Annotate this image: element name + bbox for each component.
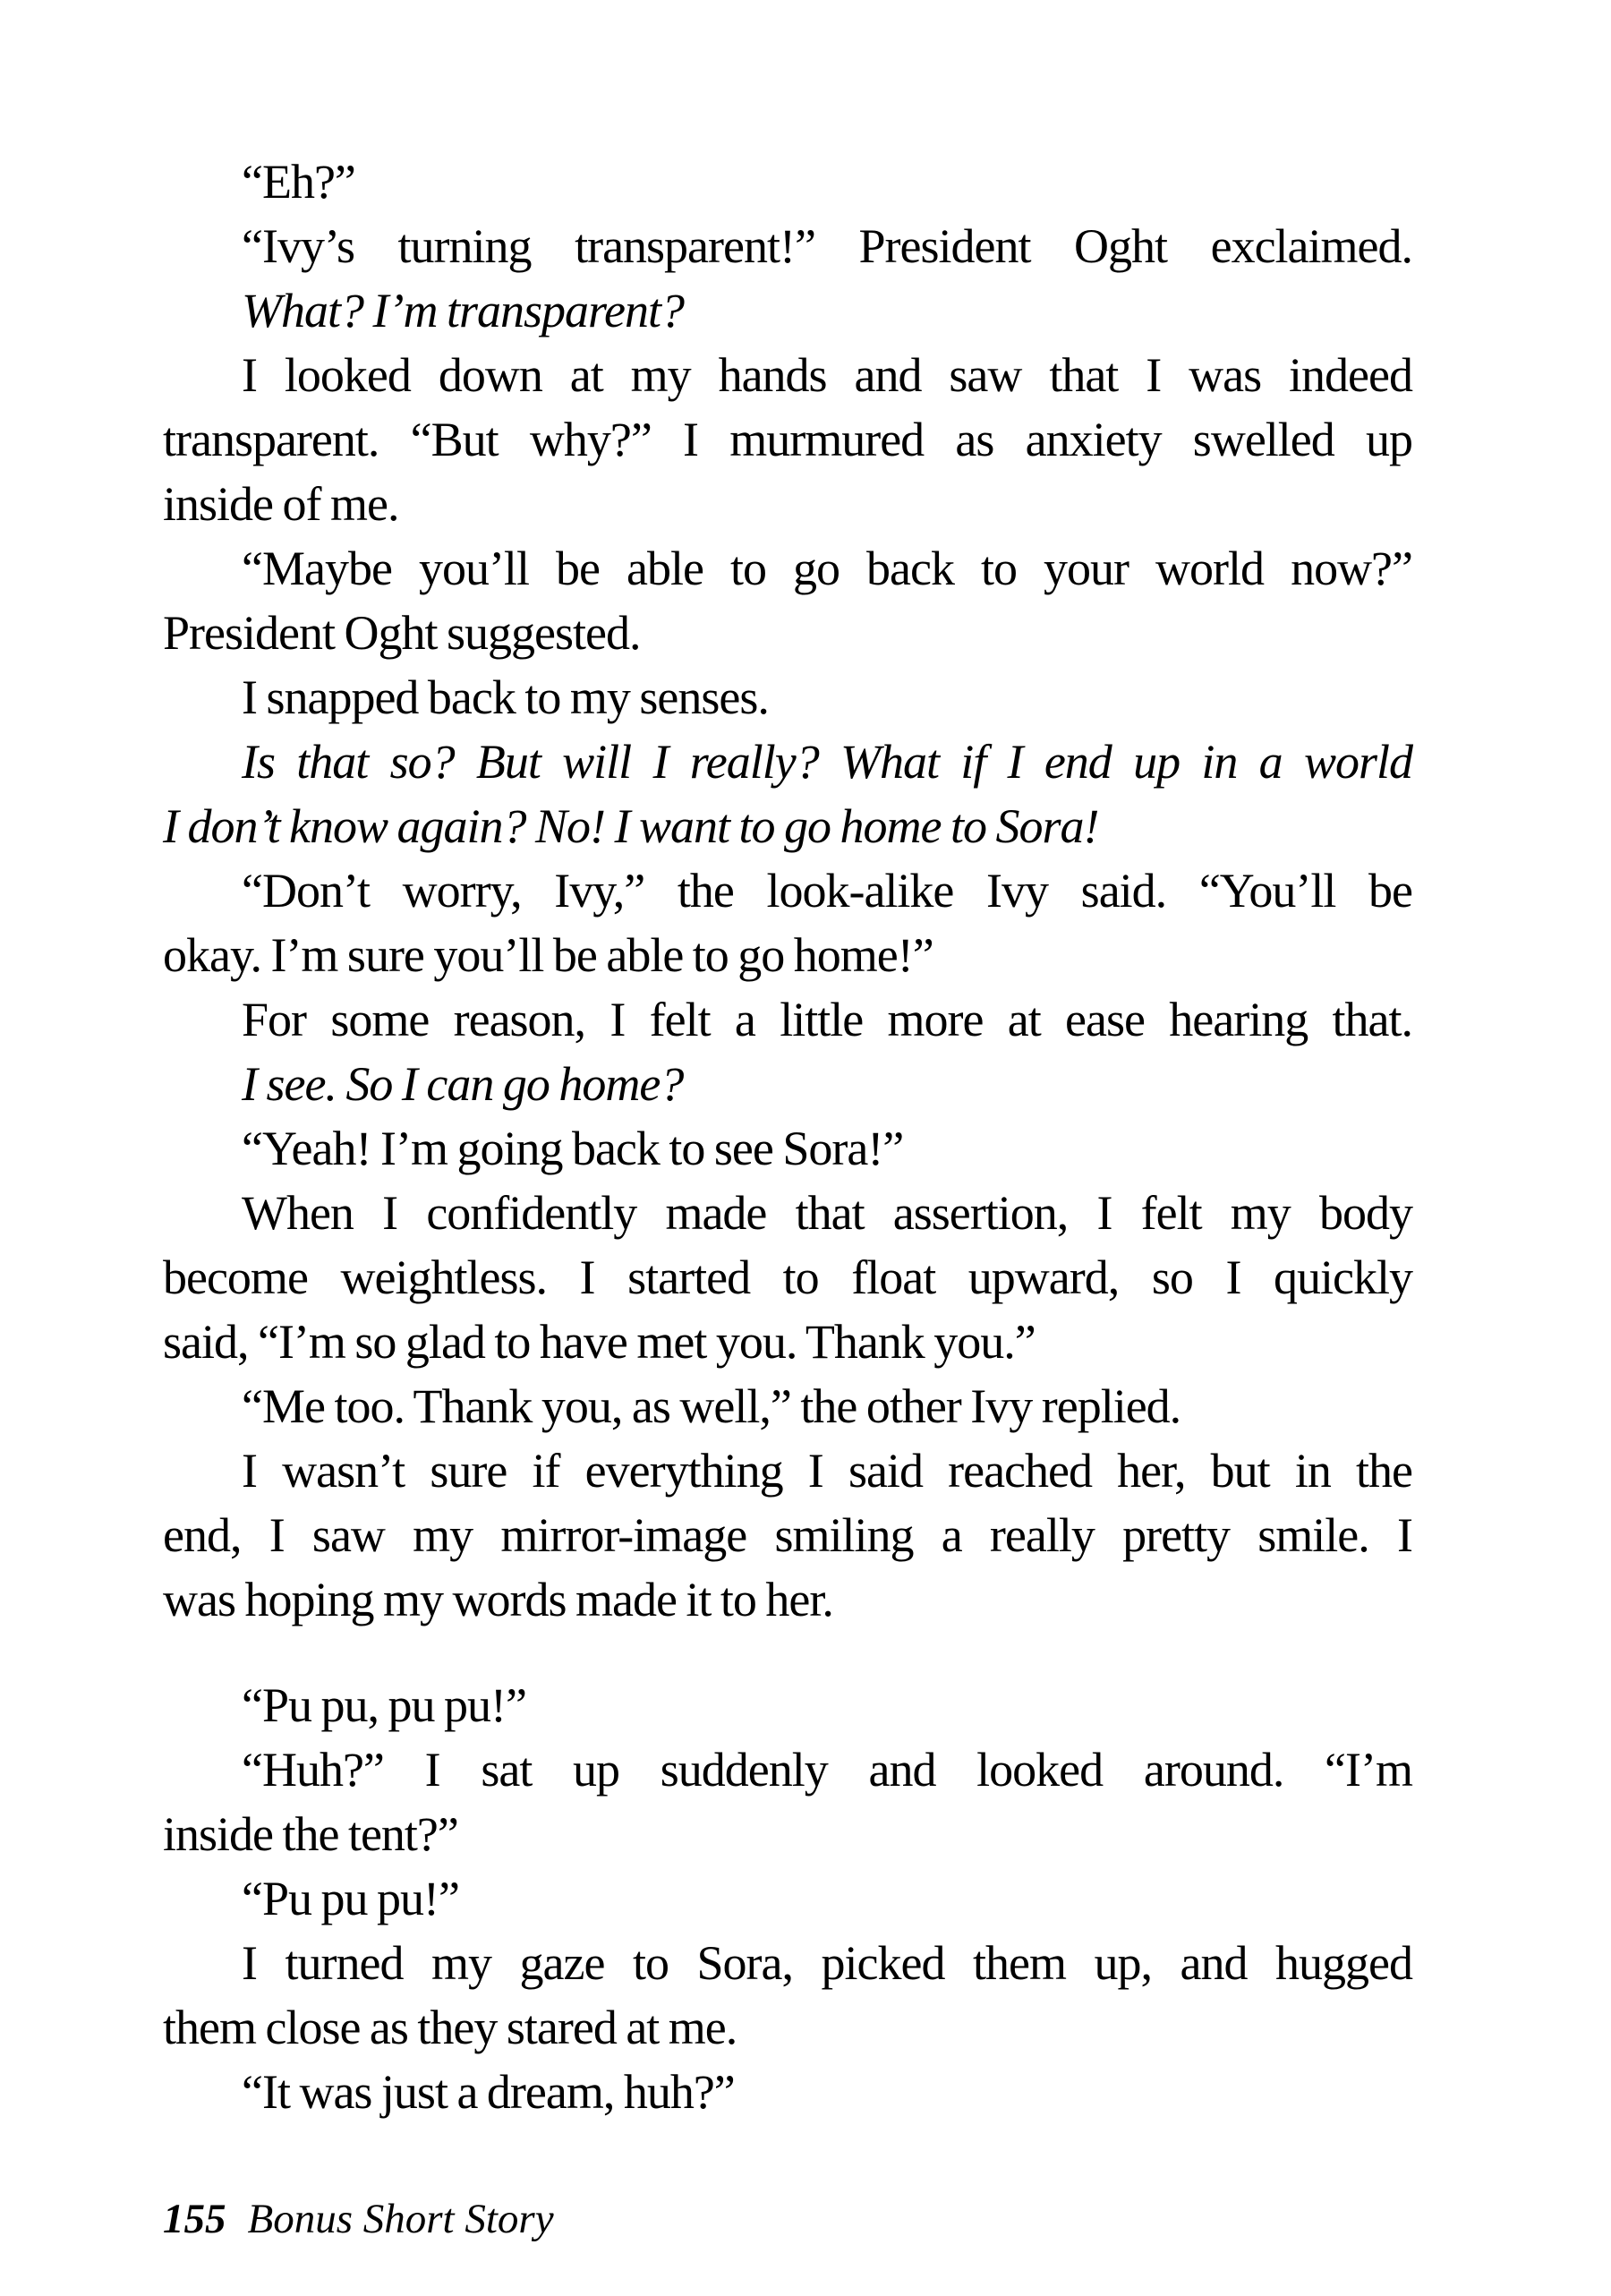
text-line: When I confidently made that assertion, I felt my body [242, 1186, 1412, 1240]
text-line: them close as they stared at me. [163, 2001, 737, 2054]
text-line: “Pu pu, pu pu!” [242, 1678, 526, 1732]
text-line: I looked down at my hands and saw that I was indeed [242, 348, 1412, 402]
story-text [163, 149, 1412, 2124]
text-line: “Me too. Thank you, as well,” the other Ivy replied. [242, 1379, 1181, 1433]
text-line: transparent. “But why?” I murmured as anxiety swelled up [163, 413, 1412, 466]
page-footer [163, 2194, 554, 2244]
text-line: “Pu pu pu!” [242, 1872, 459, 1925]
text-line: “Don’t worry, Ivy,” the look-alike Ivy said. “You’ll be [242, 864, 1412, 918]
text-line: I don’t know again? No! I want to go home to Sora! [163, 799, 1099, 853]
text-line: become weightless. I started to float upward, so I quickly [163, 1250, 1412, 1304]
text-line: said, “I’m so glad to have met you. Thank you.” [163, 1315, 1036, 1369]
text-line: For some reason, I felt a little more at ease hearing that. [242, 993, 1412, 1046]
text-line: inside of me. [163, 477, 399, 531]
text-line: inside the tent?” [163, 1807, 458, 1861]
text-line: “It was just a dream, huh?” [242, 2065, 735, 2119]
text-line: President Oght suggested. [163, 606, 641, 660]
text-line: I turned my gaze to Sora, picked them up, and hugged [242, 1936, 1412, 1990]
text-line: “Huh?” I sat up suddenly and looked around. “I’m [242, 1743, 1412, 1797]
text-line: was hoping my words made it to her. [163, 1573, 833, 1626]
text-line: I see. So I can go home? [242, 1057, 684, 1111]
text-line: end, I saw my mirror-image smiling a really pretty smile. I [163, 1508, 1412, 1562]
text-line: I snapped back to my senses. [242, 670, 769, 724]
text-line: Is that so? But will I really? What if I end up in a world [242, 735, 1412, 789]
text-line: “Yeah! I’m going back to see Sora!” [242, 1122, 904, 1175]
page-number: 155 [163, 2196, 226, 2242]
text-line: “Eh?” [242, 155, 355, 209]
text-line: What? I’m transparent? [242, 284, 684, 337]
text-line: okay. I’m sure you’ll be able to go home!” [163, 928, 933, 982]
running-title: Bonus Short Story [247, 2196, 554, 2242]
text-line: “Maybe you’ll be able to go back to your world now?” [242, 542, 1412, 595]
text-line: “Ivy’s turning transparent!” President Oght exclaimed. [242, 219, 1412, 273]
text-line: I wasn’t sure if everything I said reached her, but in the [242, 1444, 1412, 1498]
